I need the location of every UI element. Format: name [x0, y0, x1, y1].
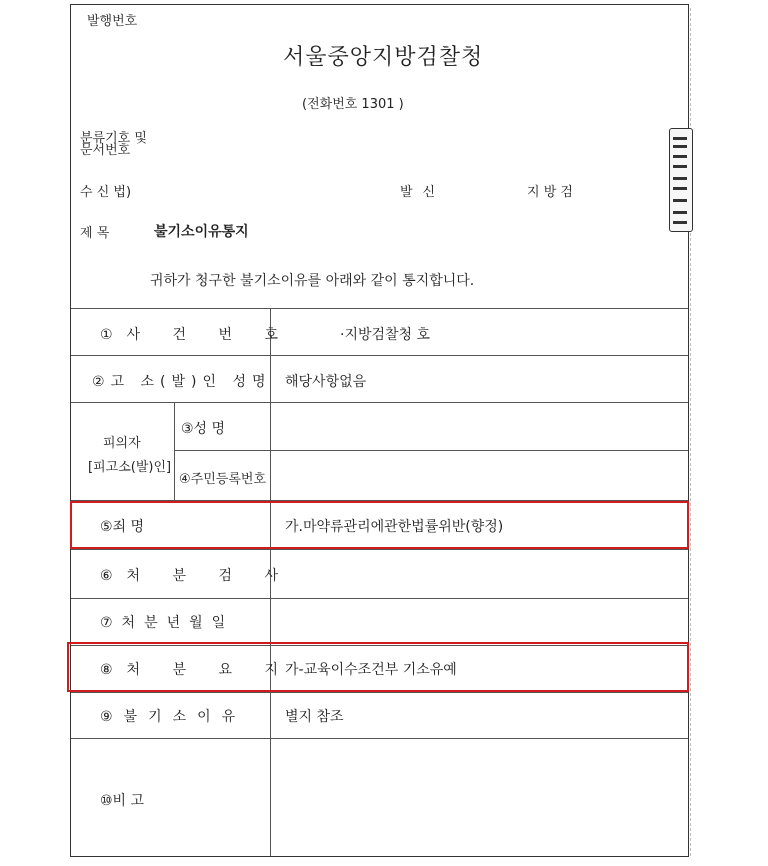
disposal-date-label: ⑦처분년월일	[100, 615, 235, 631]
case-number-value: ·지방검찰청 호	[340, 327, 431, 343]
subject-label: 제 목	[80, 226, 110, 241]
document-form	[70, 4, 689, 857]
charge-value: 가.마약류관리에관한법률위반(향정)	[285, 519, 504, 535]
recipient-label: 수 신 법)	[80, 185, 132, 200]
charge-row-highlight	[70, 501, 689, 549]
charge-label: ⑤죄 명	[100, 519, 145, 535]
table-top-border	[71, 308, 688, 309]
disposal-summary-row-highlight	[67, 642, 689, 692]
complainant-label: ②고 소(발)인 성명	[92, 374, 272, 390]
issue-number-label: 발행번호	[87, 14, 138, 29]
complainant-value: 해당사항없음	[285, 374, 367, 390]
disposal-summary-label: ⑧처 분 요 지	[100, 662, 292, 678]
remarks-label: ⑩비 고	[100, 793, 145, 809]
intro-text: 귀하가 청구한 불기소이유를 아래와 같이 통지합니다.	[150, 273, 475, 289]
suspect-id-label: ④주민등록번호	[179, 472, 267, 487]
office-title: 서울중앙지방검찰청	[283, 45, 484, 70]
classification-label: 분류기호 및 문서번호	[80, 131, 147, 158]
disposal-summary-value: 가-교육이수조건부 기소유예	[285, 662, 457, 678]
reason-label: ⑨불기소이유	[100, 709, 247, 725]
reason-value: 별지 참조	[285, 709, 344, 725]
suspect-group-label: 피의자	[103, 436, 141, 451]
sender-value: 지 방 검	[527, 185, 573, 200]
phone-number: (전화번호 1301 )	[302, 97, 404, 112]
suspect-name-label: ③성 명	[181, 421, 226, 437]
suspect-group-sublabel: [피고소(발)인]	[88, 460, 172, 475]
seal-stamp	[669, 128, 693, 232]
subject-value: 불기소이유통지	[154, 224, 249, 240]
case-number-label: ①사 건 번 호	[100, 327, 292, 343]
prosecutor-label: ⑥처 분 검 사	[100, 568, 292, 584]
sender-label: 발신	[400, 185, 446, 200]
